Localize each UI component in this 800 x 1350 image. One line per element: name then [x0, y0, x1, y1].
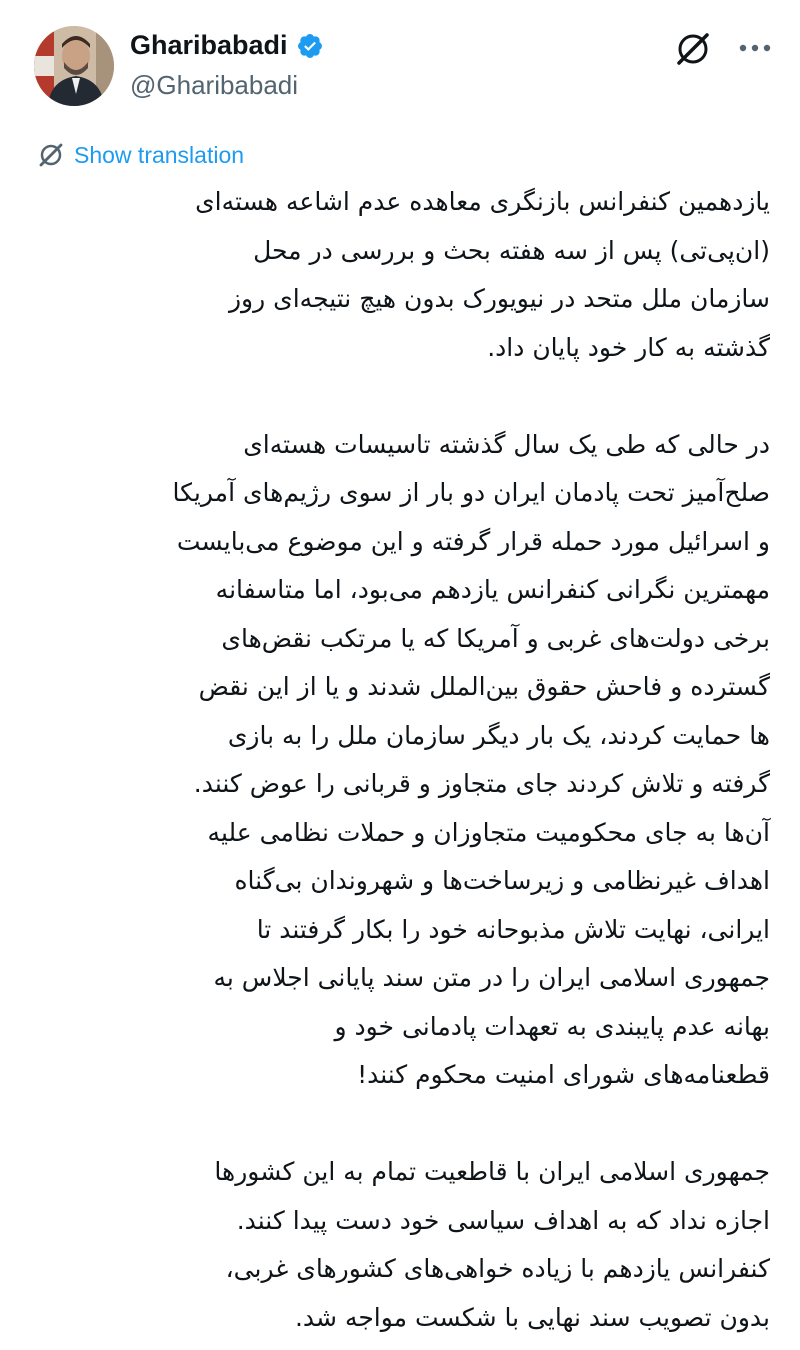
text-line: (ان‌پی‌تی) پس از سه هفته بحث و بررسی در محل: [253, 235, 770, 265]
text-line: مهمترین نگرانی کنفرانس یازدهم می‌بود، اما متاسفانه: [215, 575, 770, 604]
text-line: کنفرانس یازدهم با زیاده خواهی‌های کشورهای غربی،: [225, 1254, 770, 1283]
more-horizontal-icon[interactable]: [735, 30, 775, 66]
text-line: جمهوری اسلامی ایران را در متن سند پایانی اجلاس به: [213, 963, 770, 992]
text-line: ها حمایت کردند، یک بار دیگر سازمان ملل را به بازی: [227, 720, 770, 750]
avatar-photo: [34, 26, 114, 106]
text-line: یازدهمین کنفرانس بازنگری معاهده عدم اشاعه هسته‌ای: [195, 187, 770, 216]
text-line: بدون تصویب سند نهایی با شکست مواجه شد.: [294, 1302, 770, 1332]
display-name[interactable]: Gharibabadi: [130, 30, 288, 60]
tweet-header: [0, 0, 800, 130]
text-line: قطعنامه‌های شورای امنیت محکوم کنند!: [357, 1060, 770, 1089]
grok-icon[interactable]: [672, 28, 714, 70]
verified-badge-icon: [296, 32, 324, 60]
handle[interactable]: @Gharibabadi: [130, 70, 299, 100]
text-line: ایرانی، نهایت تلاش مذبوحانه خود را بکار گرفتند تا: [256, 914, 770, 944]
tweet-paragraph: [30, 1148, 770, 1342]
show-translation-link[interactable]: [36, 140, 244, 170]
show-translation-label: Show translation: [74, 141, 245, 168]
text-line: آن‌ها به جای محکومیت متجاوزان و حملات نظامی علیه: [207, 817, 770, 847]
text-line: برخی دولت‌های غربی و آمریکا که یا مرتکب نقض‌های: [221, 623, 770, 653]
tweet-paragraph: [30, 421, 770, 1100]
paragraph-gap: [30, 372, 770, 421]
text-line: صلح‌آمیز تحت پادمان ایران دو بار از سوی رژیم‌های آمریکا: [172, 478, 770, 507]
text-line: گرفته و تلاش کردند جای متجاوز و قربانی را عوض کنند.: [193, 769, 770, 798]
tweet-paragraph: [30, 178, 770, 372]
text-line: و اسرائیل مورد حمله قرار گرفته و این موضوع می‌بایست: [176, 526, 770, 556]
text-line: گذشته به کار خود پایان داد.: [487, 332, 770, 362]
text-line: گسترده و فاحش حقوق بین‌الملل شدند و یا از این نقض: [198, 672, 770, 701]
text-line: بهانه عدم پایبندی به تعهدات پادمانی خود و: [334, 1011, 770, 1041]
text-line: اهداف غیرنظامی و زیرساخت‌ها و شهروندان بی‌گناه: [234, 866, 770, 895]
text-line: اجازه نداد که به اهداف سیاسی خود دست پیدا کنند.: [236, 1205, 770, 1235]
text-line: سازمان ملل متحد در نیویورک بدون هیچ نتیجه‌ای روز: [228, 284, 770, 313]
name-row: [130, 30, 324, 61]
text-line: در حالی که طی یک سال گذشته تاسیسات هسته‌ای: [243, 429, 770, 459]
avatar[interactable]: [34, 26, 114, 106]
translate-icon: [36, 140, 66, 170]
paragraph-gap: [30, 1100, 770, 1149]
tweet-text: [30, 178, 770, 1342]
text-line: جمهوری اسلامی ایران با قاطعیت تمام به این کشورها: [214, 1157, 770, 1186]
